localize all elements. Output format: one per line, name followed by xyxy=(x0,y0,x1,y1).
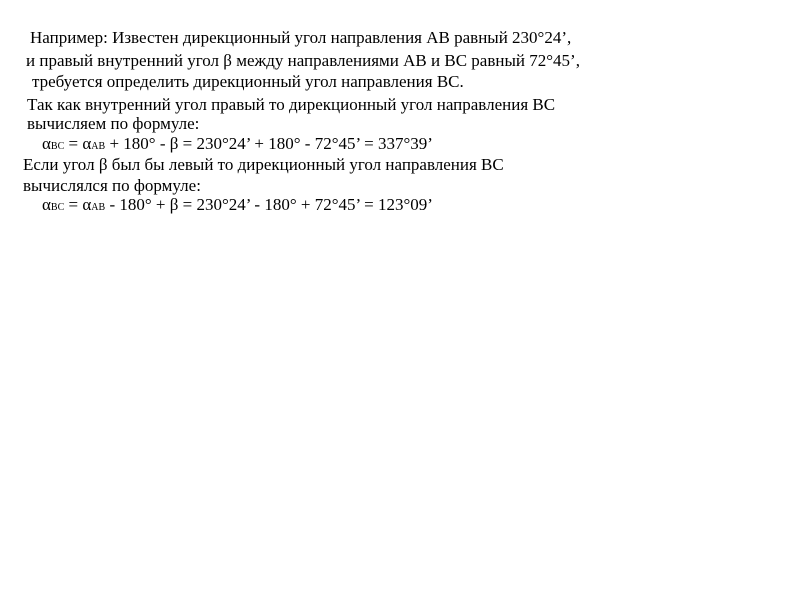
right-angle-line-2: вычисляем по формуле: xyxy=(27,114,200,133)
subscript-ab: AB xyxy=(91,141,106,152)
alpha-symbol: α xyxy=(82,134,92,153)
example-line-1: Например: Известен дирекционный угол направления АВ равный 230°24’, xyxy=(30,28,572,47)
formula-left-angle xyxy=(42,194,433,219)
left-angle-line-2: вычислялся по формуле: xyxy=(23,176,201,195)
equals-sign: = xyxy=(64,195,83,214)
alpha-symbol: α xyxy=(42,134,51,153)
alpha-symbol: α xyxy=(42,195,51,214)
alpha-symbol: α xyxy=(82,195,92,214)
subscript-bc: BC xyxy=(50,202,65,213)
equals-sign: = xyxy=(64,134,83,153)
example-line-3: требуется определить дирекционный угол направления ВС. xyxy=(32,72,464,91)
subscript-bc: BC xyxy=(50,141,65,152)
left-angle-line-1: Если угол β был бы левый то дирекционный угол направления ВС xyxy=(23,155,504,174)
formula-right-expression: + 180° - β = 230°24’ + 180° - 72°45’ = 337°39’ xyxy=(105,134,433,153)
formula-left-expression: - 180° + β = 230°24’ - 180° + 72°45’ = 123°09’ xyxy=(105,195,433,214)
right-angle-line-1: Так как внутренний угол правый то дирекционный угол направления ВС xyxy=(27,95,556,114)
subscript-ab: AB xyxy=(91,202,106,213)
example-line-2: и правый внутренний угол β между направлениями АВ и ВС равный 72°45’, xyxy=(26,51,580,70)
